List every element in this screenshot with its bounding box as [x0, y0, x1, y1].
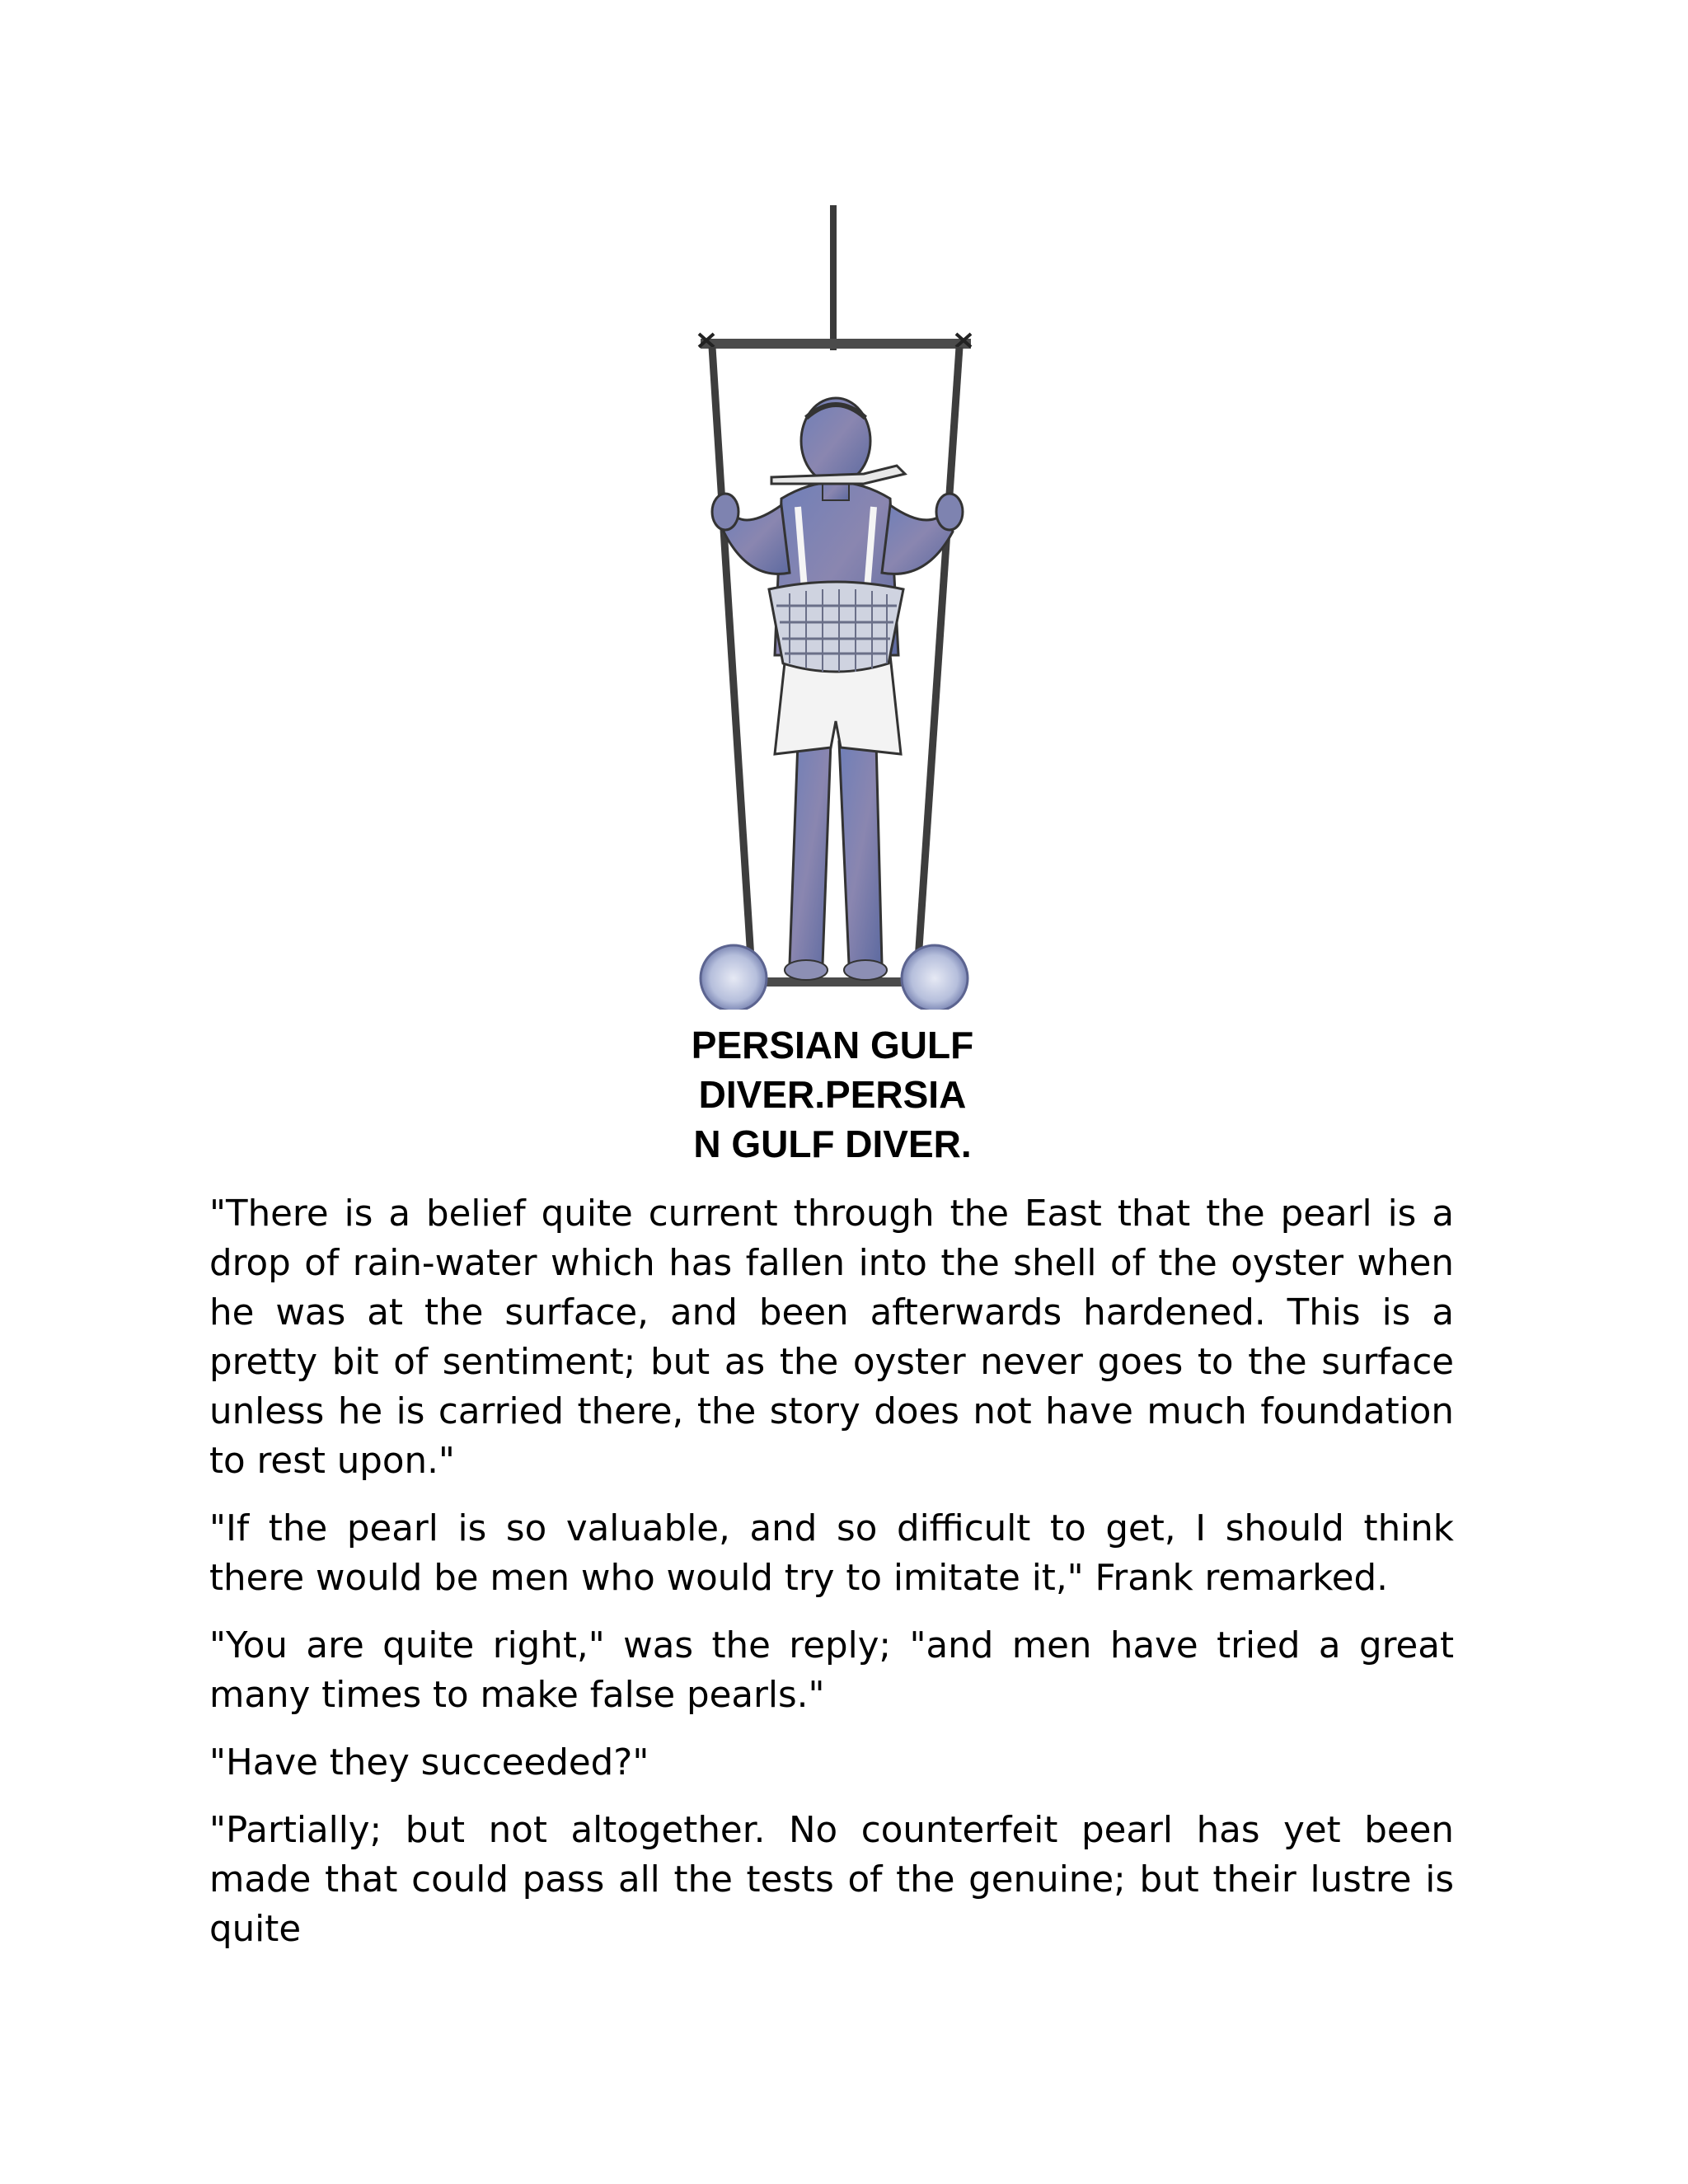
paragraph: "You are quite right," was the reply; "and men have tried a great many times to make false pearls." [209, 1625, 1454, 1716]
figure-caption [626, 1020, 1039, 1169]
paragraph: "There is a belief quite current through the East that the pearl is a drop of rain-water which has fallen into the shell of the oyster when he was at the surface, and been afterwards hardened. This is a pretty bit of sentiment; but as the oyster never goes to the surface unless he is carried there, the story does not have much foundation to rest upon." [209, 1193, 1454, 1482]
paragraph: "If the pearl is so valuable, and so difficult to get, I should think there would be men who would try to imitate it," Frank remarked. [209, 1508, 1454, 1599]
caption-line: PERSIAN GULF [691, 1024, 974, 1066]
paragraph: "Partially; but not altogether. No counterfeit pearl has yet been made that could pass all the tests of the genuine; but their lustre is quite [209, 1810, 1454, 1950]
body-text [209, 1189, 1454, 1972]
paragraph: "Have they succeeded?" [209, 1742, 649, 1783]
caption-line: N GULF DIVER. [693, 1122, 972, 1165]
diver-engraving-icon [666, 194, 1001, 1010]
diver-illustration [666, 194, 1001, 1010]
caption-line: DIVER.PERSIA [698, 1073, 967, 1116]
